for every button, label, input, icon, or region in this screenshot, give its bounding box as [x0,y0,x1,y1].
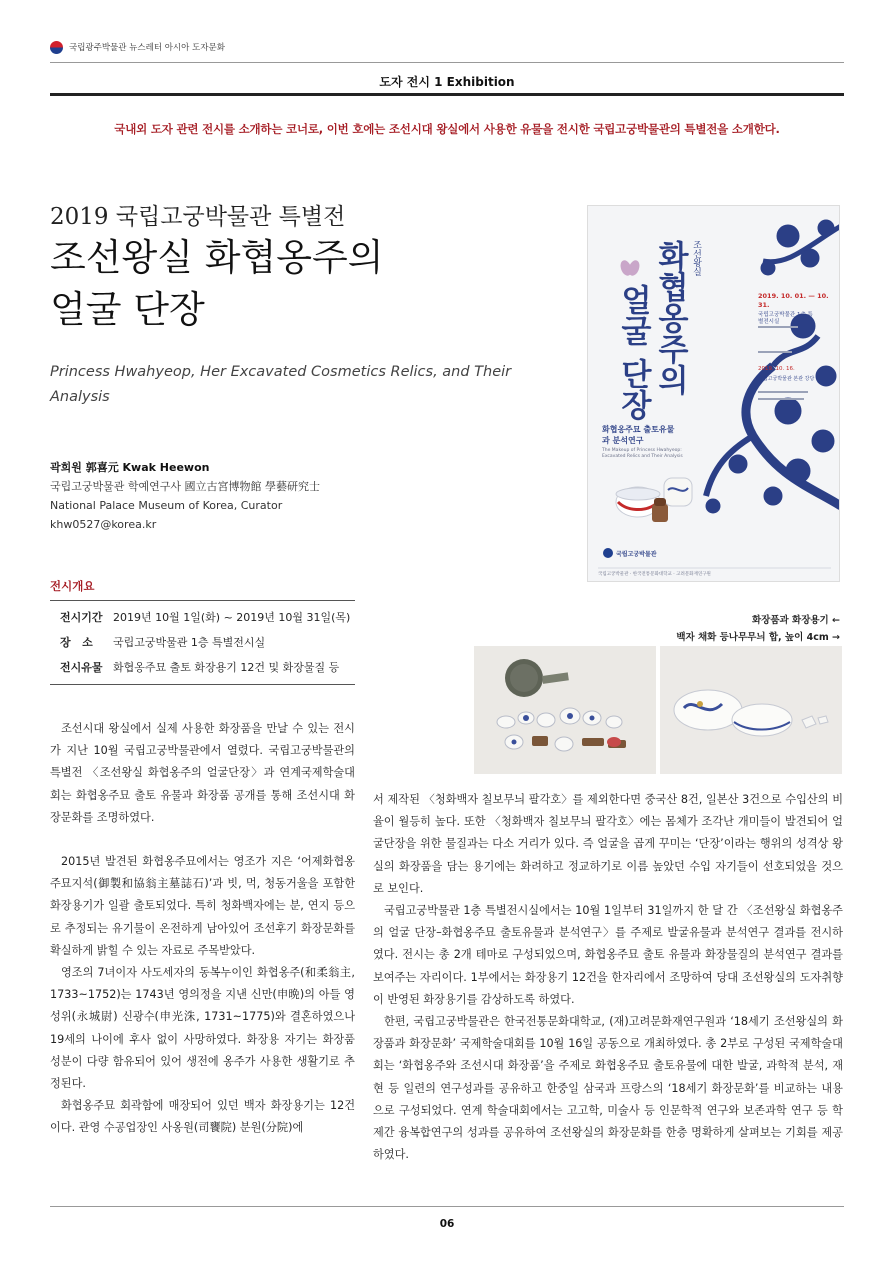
poster-title-care: 단장 [615,358,651,420]
overview-value: 2019년 10월 1일(화) ~ 2019년 10월 31일(목) [113,611,351,624]
poster-subtitle-english: The Makeup of Princess Hwahyeop: Excavated Relics and Their Analysis [602,448,683,459]
overview-key: 전시유물 [60,661,103,674]
poster-subtitle-korean: 화협옹주묘 출토유물과 분석연구 [602,425,675,445]
overview-value: 국립고궁박물관 1층 특별전시실 [113,636,266,649]
photo-caption-right: 백자 채화 등나무무늬 합, 높이 4cm → [676,632,840,643]
article-title-line2: 얼굴 단장 [50,288,205,331]
section-label: 도자 전시 1 Exhibition [379,75,515,89]
overview-table [50,600,355,685]
overview-row [50,655,355,680]
cosmetics-photo [474,646,656,774]
author-affiliation-korean: 국립고궁박물관 학예연구사 國立古宮博物館 學藝研究士 [50,480,320,493]
article-subtitle-english: Princess Hwahyeop, Her Excavated Cosmetics Relics, and Their Analysis [50,364,512,405]
body-paragraph: 화협옹주묘 회곽함에 매장되어 있던 백자 화장용기는 12건이다. 관영 수공업장인 사옹원(司饔院) 분원(分院)에 [50,1099,355,1135]
body-paragraph: 국립고궁박물관 1층 특별전시실에서는 10월 1일부터 31일까지 한 달 간 〈조선왕실 화협옹주의 얼굴 단장–화협옹주묘 출토유물과 분석연구〉를 주제로 발굴유물과 분석연구 결과를 전시하였다. 전시는 총 2개 테마로 구성되었으며, 화협옹주묘 출토 유물과 화장물질의 분석연구 결과를 보여주는 자리이다. 1부에서는 화장용기 12건을 한자리에서 조망하여 당대 조선왕실의 도자취향이 반영된 화장용기를 감상하도록 하였다. [373,904,843,1006]
footer-divider [50,1206,844,1207]
poster-conference-venue: 국립고궁박물관 본관 강당 [758,376,815,382]
page-number: 06 [439,1218,455,1230]
overview-key: 전시기간 [60,611,103,624]
article-title [50,232,570,336]
body-column-left [50,718,355,1140]
page-header [50,37,850,57]
poster-conference-date: 2019. 10. 16. [758,366,795,372]
section-divider [50,93,844,96]
intro-text: 국내외 도자 관련 전시를 소개하는 코너로, 이번 호에는 조선시대 왕실에서 사용한 유물을 전시한 국립고궁박물관의 특별전을 소개한다. [114,122,780,136]
body-paragraph: 한편, 국립고궁박물관은 한국전통문화대학교, (재)고려문화재연구원과 ‘18세기 조선왕실의 화장품과 화장문화’ 국제학술대회를 10월 16일 공동으로 개최하였다. 총 2부로 구성된 국제학술대회는 ‘화협옹주와 조선시대 화장품’을 주제로 화협옹주묘 출토유물에 대한 발굴, 과학적 분석, 재현 등 일련의 연구성과를 공유하고 한중일 삼국과 프랑스의 ‘18세기 화장문화’를 비교하는 내용으로 구성되었다. 연계 학술대회에서는 고고학, 미술사 등 인문학적 연구와 보존과학 연구 등 학제간 융복합연구의 성과를 공유하여 조선왕실의 화장문화를 한층 명확하게 살펴보는 기회를 제공하였다. [373,1015,843,1162]
author-email: khw0527@korea.kr [50,518,157,531]
poster-title-top: 조선왕실 [691,240,701,276]
author-affiliation-english: National Palace Museum of Korea, Curator [50,499,283,512]
poster-venue: 국립고궁박물관 1층 특별전시실 [758,312,813,325]
exhibition-poster [587,205,840,582]
body-paragraph: 2015년 발견된 화협옹주묘에서는 영조가 지은 ‘어제화협옹주묘지석(御製和協翁主墓誌石)’과 빗, 먹, 청동거울을 포함한 화장용기가 일괄 출토되었다. 특히 청화백자에는 분, 연지 등으로 추정되는 유기물이 온전하게 남아있어 조선후기 화장문화를 확실하게 밝힐 수 있는 자료로 주목받았다. [50,855,355,957]
taegeuk-logo-icon [50,41,63,54]
overview-row [50,605,355,630]
author-block [50,458,380,534]
article-kicker: 2019 국립고궁박물관 특별전 [50,204,346,230]
author-name: 곽희원 郭喜元 Kwak Heewon [50,461,210,474]
body-paragraph: 서 제작된 〈청화백자 칠보무늬 팔각호〉를 제외한다면 중국산 8건, 일본산 3건으로 수입산의 비율이 월등히 높다. 또한 〈청화백자 칠보무늬 팔각호〉에는 몸체가 조각난 개미들이 발견되어 얼굴단장을 위한 물질과는 다소 거리가 있다. 즉 얼굴을 곱게 꾸미는 ‘단장’이라는 행위의 성격상 왕실의 화장품을 담는 용기에는 화려하고 정교하기로 이름 높았던 수입 자기들이 선호되었을 것으로 보인다. [373,793,843,895]
cosmetics-containers-image [474,646,656,774]
body-paragraph: 영조의 7녀이자 사도세자의 동복누이인 화협옹주(和柔翁主, 1733~1752)는 1743년 영의정을 지낸 신만(申晩)의 아들 영성위(永城尉) 신광수(申光洙, 1731~1775)와 결혼하였으나 19세의 나이에 후사 없이 사망하였다. 화장용 자기는 화장품 성분이 다량 함유되어 있어 생전에 옹주가 사용한 생활기로 추정된다. [50,966,355,1091]
photo-caption-left: 화장품과 화장용기 ← [752,615,840,626]
publication-name: 국립광주박물관 뉴스레터 아시아 도자문화 [69,43,225,53]
poster-title-main: 화협옹주의 [652,240,688,395]
poster-title-face: 얼굴 [615,284,651,346]
poster-sponsors: 국립고궁박물관 · 한국전통문화대학교 · 고려문화재연구원 [598,572,711,577]
poster-museum-name: 국립고궁박물관 [616,551,657,558]
poster-date-range: 2019. 10. 01. — 10. 31. [758,292,829,309]
overview-key: 장 소 [60,636,93,649]
museum-logo-icon [603,548,613,558]
header-divider [50,62,844,63]
body-paragraph: 조선시대 왕실에서 실제 사용한 화장품을 만날 수 있는 전시가 지난 10월 국립고궁박물관에서 열렸다. 국립고궁박물관의 특별전 〈조선왕실 화협옹주의 얼굴단장〉과 연계국제학술대회는 화협옹주묘 출토 유물과 화장품 공개를 통해 조선시대 화장문화를 조명하였다. [50,722,355,824]
article-title-line1: 조선왕실 화협옹주의 [50,236,384,279]
overview-value: 화협옹주묘 출토 화장용기 12건 및 화장물질 등 [113,661,340,674]
overview-title: 전시개요 [50,579,95,593]
body-column-right [373,789,843,1166]
overview-row [50,630,355,655]
porcelain-box-image [660,646,842,774]
porcelain-box-photo [660,646,842,774]
